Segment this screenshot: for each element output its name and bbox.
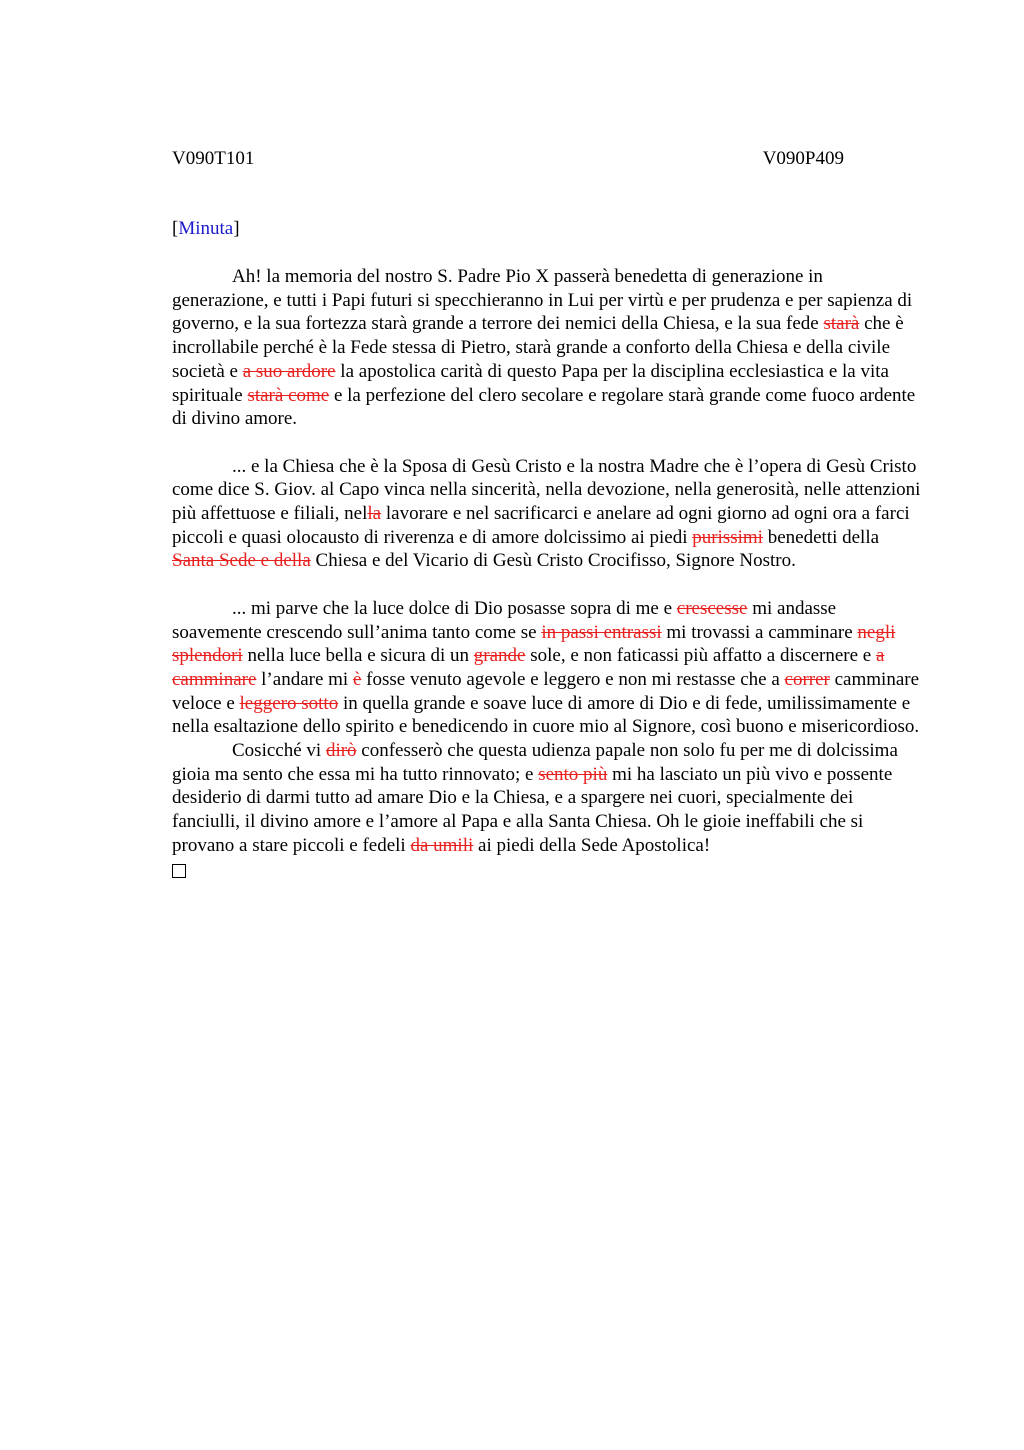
text-run: e la perfezione del clero secolare e regolare starà grande come fuoco ardente di divino amore.: [172, 384, 916, 430]
text-run: la apostolica carità di questo Papa per la disciplina ecclesiastica e la vita spirituale: [172, 360, 889, 406]
close-bracket: ]: [233, 218, 240, 239]
deleted-text: a camminare: [172, 645, 885, 690]
text-run: che è incrollabile perché è la Fede stessa di Pietro, starà grande a conforto della Chiesa e della civile società e: [172, 313, 904, 382]
text-run: mi ha lasciato un più vivo e possente desiderio di darmi tutto ad amare Dio e la Chiesa, e a spargere nei cuori, specialmente dei fanciulli, il divino amore e l’amore al Papa e alla Santa Chiesa. Oh le gioie ineffabili che si provano a stare piccoli e fedeli: [172, 763, 893, 856]
end-marker-square-icon: [172, 864, 186, 878]
text-run: lavorare e nel sacrificarci e anelare ad ogni giorno ad ogni ora a farci piccoli e quasi olocausto di riverenza e di amore dolcissimo ai piedi: [172, 503, 910, 548]
deleted-text: sento più: [538, 763, 608, 785]
deleted-text: da umili: [410, 834, 474, 856]
minuta-label: [172, 218, 240, 240]
text-run: sole, e non faticassi più affatto a discernere e: [525, 645, 876, 667]
text-run: in quella grande e soave luce di amore di Dio e di fede, umilissimamente e nella esaltazione dello spirito e benedicendo in cuore mio al Signore, così buono e misericordioso.: [172, 692, 920, 738]
text-run: Cosicché vi: [232, 740, 326, 762]
paragraph-2: [172, 455, 924, 574]
deleted-text: è: [352, 668, 362, 690]
text-run: l’andare mi: [256, 668, 353, 690]
deleted-text: a suo ardore: [242, 360, 336, 382]
letter-body: [172, 265, 924, 878]
deleted-text: la: [367, 503, 382, 525]
document-header: [172, 148, 844, 172]
deleted-text: dirò: [325, 740, 357, 762]
text-run: mi andasse soavemente crescendo sull’anima tanto come se: [172, 597, 837, 643]
open-bracket: [: [172, 218, 179, 239]
paragraph-4: [172, 739, 924, 858]
volume-page-code: V090P409: [762, 148, 844, 169]
deleted-text: starà: [823, 313, 860, 335]
volume-text-code: V090T101: [172, 148, 255, 169]
paragraph-gap: [172, 431, 924, 455]
deleted-text: correr: [784, 668, 830, 690]
paragraph-gap: [172, 573, 924, 597]
text-run: mi trovassi a camminare: [661, 621, 858, 643]
text-run: Ah! la memoria del nostro S. Padre Pio X passerà benedetta di generazione in generazione, e tutti i Papi futuri si specchieranno in Lui per virtù e per prudenza e per sapienza di governo, e la sua fortezza starà grande a terrore dei nemici della Chiesa, e la sua fede: [172, 266, 913, 335]
deleted-text: purissimi: [692, 526, 763, 548]
text-run: confesserò che questa udienza papale non solo fu per me di dolcissima gioia ma sento che essa mi ha tutto rinnovato; e: [172, 740, 898, 785]
paragraph-3: [172, 597, 924, 739]
text-run: fosse venuto agevole e leggero e non mi restasse che a: [361, 668, 785, 690]
text-run: ... e la Chiesa che è la Sposa di Gesù Cristo e la nostra Madre che è l’opera di Gesù Cristo come dice S. Giov. al Capo vinca nella sincerità, nella devozione, nella generosità, nelle attenzioni più affettuose e filiali, nel: [172, 455, 921, 525]
deleted-text: starà come: [247, 384, 330, 406]
text-run: camminare veloce e: [172, 668, 920, 714]
deleted-text: negli splendori: [172, 621, 896, 667]
text-run: benedetti della: [762, 526, 880, 548]
text-run: ai piedi della Sede Apostolica!: [473, 834, 711, 856]
deleted-text: leggero sotto: [239, 692, 339, 714]
text-run: Chiesa e del Vicario di Gesù Cristo Crocifisso, Signore Nostro.: [310, 550, 796, 572]
text-run: nella luce bella e sicura di un: [242, 645, 474, 667]
deleted-text: crescesse: [676, 597, 748, 619]
deleted-text: in passi entrassi: [541, 621, 662, 643]
paragraph-1: [172, 265, 924, 431]
text-run: ... mi parve che la luce dolce di Dio posasse sopra di me e: [232, 597, 677, 619]
deleted-text: Santa Sede e della: [172, 550, 311, 572]
minuta-text: Minuta: [178, 218, 234, 239]
deleted-text: grande: [473, 645, 526, 667]
